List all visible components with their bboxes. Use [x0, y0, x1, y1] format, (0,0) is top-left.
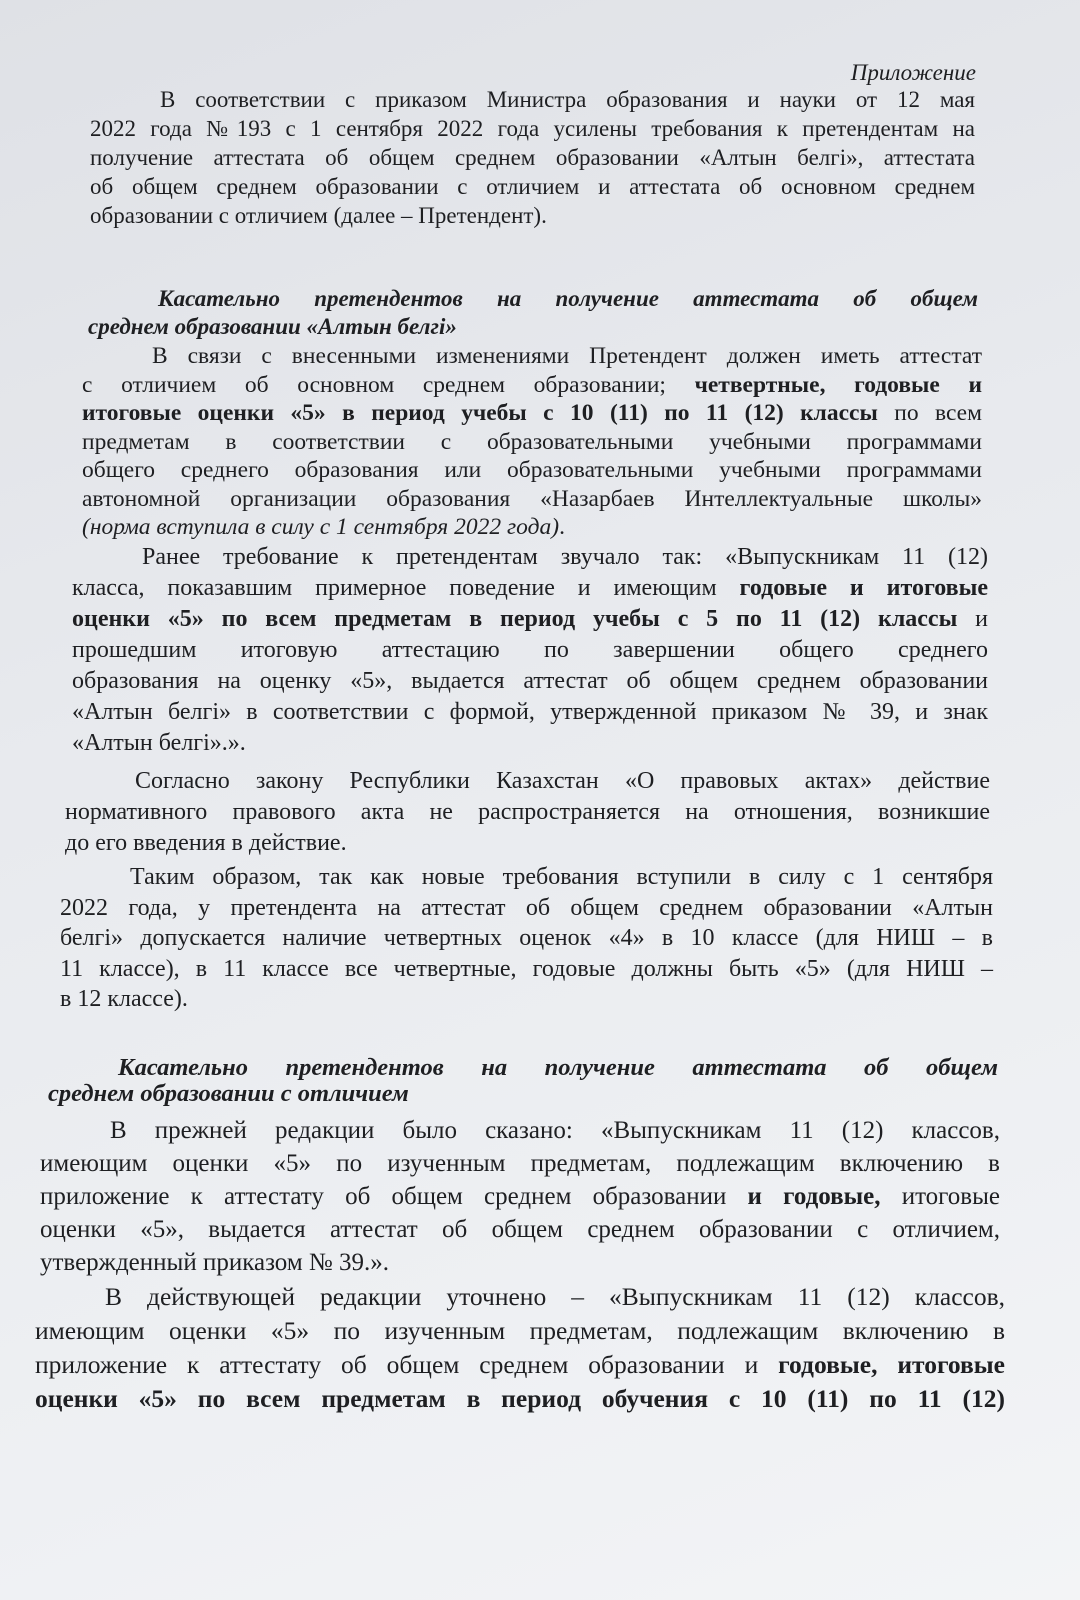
text-run: В прежней редакции было сказано: «Выпускникам 11 (12) классов,	[110, 1117, 1000, 1144]
text-run: с отличием об основном среднем образовании;	[82, 371, 695, 398]
text-run: в 12 классе).	[60, 986, 188, 1012]
text-line	[72, 666, 988, 697]
text-line	[72, 697, 988, 728]
text-line	[65, 766, 990, 797]
text-run: об общем среднем образовании с отличием и аттестата об основном среднем	[90, 174, 975, 199]
text-run: имеющим оценки «5» по изученным предметам, подлежащим включению в	[35, 1316, 1005, 1345]
text-line	[82, 513, 982, 542]
text-line	[35, 1280, 1005, 1314]
text-line	[72, 573, 988, 604]
text-line	[60, 954, 993, 985]
text-run: В соответствии с приказом Министра образования и науки от 12 мая	[160, 87, 975, 112]
text-line	[90, 114, 975, 143]
text-run: Ранее требование к претендентам звучало так: «Выпускникам 11 (12)	[142, 544, 988, 570]
text-run: утвержденный приказом № 39.».	[40, 1249, 389, 1276]
text-line	[40, 1213, 1000, 1246]
text-line	[60, 923, 993, 954]
text-run: .	[559, 514, 565, 540]
text-run: до его введения в действие.	[65, 830, 347, 856]
text-run: прошедшим итоговую аттестацию по завершении общего среднего	[72, 637, 988, 663]
text-line	[90, 143, 975, 172]
section-heading	[88, 285, 978, 341]
text-run: «Алтын белгі» в соответствии с формой, утвержденной приказом № 39, и знак	[72, 699, 988, 725]
text-line	[82, 456, 982, 485]
text-line	[72, 635, 988, 666]
text-line	[35, 1348, 1005, 1382]
text-line	[82, 371, 982, 400]
bold-text: и годовые,	[747, 1183, 881, 1210]
text-line	[90, 85, 975, 114]
text-run: Касательно претендентов на получение аттестата об общем	[118, 1054, 998, 1081]
text-run: приложение к аттестату об общем среднем образовании и	[35, 1350, 779, 1379]
text-line	[90, 201, 975, 230]
text-line	[60, 862, 993, 893]
text-run: образовании с отличием (далее – Претендент).	[90, 203, 547, 228]
text-run: имеющим оценки «5» по изученным предметам, подлежащим включению в	[40, 1150, 1000, 1177]
appendix-label: Приложение	[850, 60, 976, 85]
text-line	[82, 428, 982, 457]
paragraph	[82, 342, 982, 542]
text-line	[65, 797, 990, 828]
text-line	[90, 172, 975, 201]
text-run: белгі» допускается наличие четвертных оценок «4» в 10 классе (для НИШ – в	[60, 925, 993, 951]
text-run: оценки «5», выдается аттестат об общем среднем образовании с отличием,	[40, 1216, 1000, 1243]
text-line	[35, 1382, 1005, 1416]
text-run: Таким образом, так как новые требования вступили в силу с 1 сентября	[130, 864, 993, 890]
text-run: и	[957, 606, 989, 632]
text-line	[48, 1055, 998, 1081]
text-line	[60, 984, 993, 1015]
text-line	[40, 1147, 1000, 1180]
bold-text: оценки «5» по всем предметам в период учебы с 5 по 11 (12) классы	[72, 606, 958, 632]
paragraph	[65, 766, 990, 859]
bold-text: оценки «5» по всем предметам в период обучения с 10 (11) по 11 (12)	[35, 1384, 1005, 1413]
text-run: получение аттестата об общем среднем образовании «Алтын белгі», аттестата	[90, 145, 975, 170]
text-run: В действующей редакции уточнено – «Выпускникам 11 (12) классов,	[105, 1282, 1005, 1311]
text-run: итоговые	[880, 1183, 1000, 1210]
text-run: Касательно претендентов на получение аттестата об общем	[158, 286, 978, 311]
text-run: 2022 года №193 с 1 сентября 2022 года усилены требования к претендентам на	[90, 116, 975, 141]
bold-text: итоговые оценки «5» в период учебы с 10 (11) по 11 (12) классы	[82, 400, 878, 426]
text-line	[82, 485, 982, 514]
text-line	[48, 1081, 998, 1107]
paragraph	[90, 85, 975, 230]
text-run: 2022 года, у претендента на аттестат об общем среднем образовании «Алтын	[60, 894, 993, 921]
italic-text: (норма вступила в силу с 1 сентября 2022 года)	[82, 514, 560, 540]
text-run: среднем образовании «Алтын белгі»	[88, 314, 457, 339]
text-line	[60, 893, 993, 924]
text-line	[82, 399, 982, 428]
section-heading	[48, 1055, 998, 1107]
text-line	[72, 728, 988, 759]
paragraph	[60, 862, 993, 1015]
text-line	[40, 1246, 1000, 1279]
bold-text: четвертные, годовые и	[694, 371, 982, 398]
text-run: общего среднего образования или образовательными учебными программами	[82, 457, 982, 483]
text-line	[82, 342, 982, 371]
bold-text: годовые и итоговые	[739, 575, 989, 601]
text-line	[40, 1180, 1000, 1213]
paragraph	[35, 1280, 1005, 1416]
text-line	[65, 828, 990, 859]
bold-text: годовые, итоговые	[778, 1350, 1006, 1379]
text-run: 11 классе), в 11 классе все четвертные, годовые должны быть «5» (для НИШ –	[60, 955, 993, 982]
paragraph	[40, 1114, 1000, 1279]
text-run: В связи с внесенными изменениями Претендент должен иметь аттестат	[152, 343, 982, 369]
text-run: нормативного правового акта не распространяется на отношения, возникшие	[65, 799, 990, 825]
text-line	[72, 542, 988, 573]
text-line	[88, 313, 978, 341]
text-run: среднем образовании с отличием	[48, 1080, 409, 1107]
text-run: Согласно закону Республики Казахстан «О правовых актах» действие	[135, 768, 990, 794]
text-run: образования на оценку «5», выдается аттестат об общем среднем образовании	[72, 668, 988, 694]
text-run: предметам в соответствии с образовательными учебными программами	[82, 428, 982, 455]
text-line	[72, 604, 988, 635]
text-line	[40, 1114, 1000, 1147]
text-run: по всем	[877, 400, 982, 426]
paragraph	[72, 542, 988, 759]
text-run: приложение к аттестату об общем среднем образовании	[40, 1183, 748, 1210]
text-run: класса, показавшим примерное поведение и имеющим	[72, 575, 740, 601]
text-line	[35, 1314, 1005, 1348]
text-run: «Алтын белгі».».	[72, 730, 246, 756]
text-run: автономной организации образования «Назарбаев Интеллектуальные школы»	[82, 485, 982, 512]
text-line	[88, 285, 978, 313]
